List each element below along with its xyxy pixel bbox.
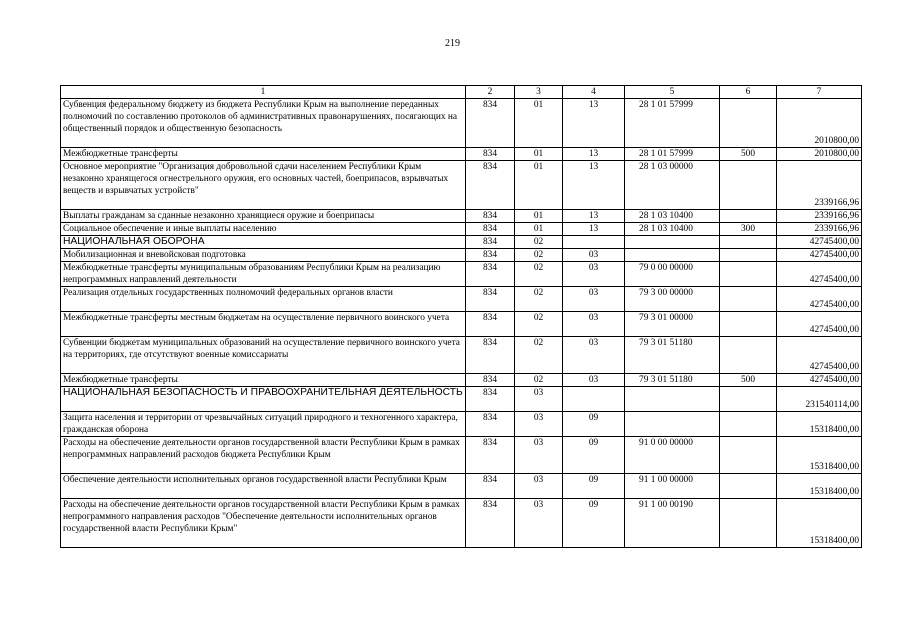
section-code-cell: 02 [515,337,563,374]
table-row [61,387,862,412]
target-code-cell: 91 1 00 00190 [625,499,720,548]
row-name-cell: Межбюджетные трансферты муниципальным образованиям Республики Крым на реализацию непрограммных направлений деятельности [61,262,466,287]
subsection-code-cell: 13 [563,148,625,161]
table-row [61,161,862,210]
target-code-cell: 28 1 03 10400 [625,223,720,236]
section-code-cell: 01 [515,99,563,148]
section-code-cell: 02 [515,312,563,337]
expense-type-cell [720,99,777,148]
section-code-cell: 01 [515,210,563,223]
table-row [61,236,862,249]
admin-code-cell: 834 [466,412,515,437]
expense-type-cell [720,337,777,374]
subsection-code-cell: 03 [563,249,625,262]
row-name-cell: Межбюджетные трансферты [61,374,466,387]
amount-cell: 42745400,00 [777,337,862,374]
expense-type-cell [720,287,777,312]
budget-table [60,85,862,548]
target-code-cell: 79 3 01 51180 [625,337,720,374]
expense-type-cell [720,236,777,249]
section-code-cell: 02 [515,249,563,262]
expense-type-cell [720,499,777,548]
table-row [61,437,862,474]
column-header: 3 [515,86,563,99]
column-header: 6 [720,86,777,99]
target-code-cell: 79 3 00 00000 [625,287,720,312]
amount-cell: 231540114,00 [777,387,862,412]
admin-code-cell: 834 [466,374,515,387]
amount-cell: 42745400,00 [777,312,862,337]
table-row [61,312,862,337]
row-name-cell: Субвенции бюджетам муниципальных образований на осуществление первичного воинского учета на территориях, где отсутствуют военные комиссариаты [61,337,466,374]
table-row [61,287,862,312]
target-code-cell: 79 3 01 00000 [625,312,720,337]
page-number: 219 [445,38,460,49]
header-row [61,86,862,99]
table-row [61,210,862,223]
subsection-code-cell [563,387,625,412]
admin-code-cell: 834 [466,437,515,474]
admin-code-cell: 834 [466,312,515,337]
amount-cell: 42745400,00 [777,262,862,287]
amount-cell: 42745400,00 [777,236,862,249]
expense-type-cell: 500 [720,374,777,387]
admin-code-cell: 834 [466,337,515,374]
target-code-cell [625,387,720,412]
expense-type-cell [720,312,777,337]
subsection-code-cell: 09 [563,499,625,548]
expense-type-cell: 300 [720,223,777,236]
row-name-cell: Межбюджетные трансферты местным бюджетам на осуществление первичного воинского учета [61,312,466,337]
section-code-cell: 03 [515,499,563,548]
table-row [61,148,862,161]
target-code-cell: 28 1 01 57999 [625,99,720,148]
expense-type-cell [720,437,777,474]
column-header: 7 [777,86,862,99]
target-code-cell: 28 1 01 57999 [625,148,720,161]
row-name-cell: Реализация отдельных государственных полномочий федеральных органов власти [61,287,466,312]
section-code-cell: 01 [515,223,563,236]
row-name-cell: Межбюджетные трансферты [61,148,466,161]
subsection-code-cell [563,236,625,249]
amount-cell: 15318400,00 [777,412,862,437]
expense-type-cell [720,262,777,287]
table-row [61,249,862,262]
column-header: 2 [466,86,515,99]
column-header: 1 [61,86,466,99]
admin-code-cell: 834 [466,499,515,548]
target-code-cell: 28 1 03 10400 [625,210,720,223]
amount-cell: 42745400,00 [777,374,862,387]
admin-code-cell: 834 [466,161,515,210]
amount-cell: 2339166,96 [777,161,862,210]
admin-code-cell: 834 [466,474,515,499]
section-code-cell: 03 [515,387,563,412]
row-name-cell: Расходы на обеспечение деятельности органов государственной власти Республики Крым в рамках непрограммных направлений расходов бюджета Республики Крым [61,437,466,474]
amount-cell: 2339166,96 [777,223,862,236]
target-code-cell [625,249,720,262]
amount-cell: 2010800,00 [777,99,862,148]
expense-type-cell [720,474,777,499]
expense-type-cell [720,249,777,262]
subsection-code-cell: 03 [563,262,625,287]
section-code-cell: 02 [515,262,563,287]
subsection-code-cell: 03 [563,287,625,312]
row-name-cell: Социальное обеспечение и иные выплаты населению [61,223,466,236]
amount-cell: 42745400,00 [777,249,862,262]
amount-cell: 15318400,00 [777,474,862,499]
section-code-cell: 02 [515,236,563,249]
target-code-cell: 79 3 01 51180 [625,374,720,387]
expense-type-cell [720,387,777,412]
section-code-cell: 02 [515,287,563,312]
amount-cell: 2010800,00 [777,148,862,161]
admin-code-cell: 834 [466,387,515,412]
expense-type-cell [720,412,777,437]
subsection-code-cell: 03 [563,374,625,387]
admin-code-cell: 834 [466,223,515,236]
row-name-cell: Выплаты гражданам за сданные незаконно хранящиеся оружие и боеприпасы [61,210,466,223]
section-code-cell: 02 [515,374,563,387]
column-header: 5 [625,86,720,99]
amount-cell: 15318400,00 [777,437,862,474]
subsection-code-cell: 03 [563,337,625,374]
expense-type-cell: 500 [720,148,777,161]
target-code-cell [625,412,720,437]
row-name-cell: Субвенция федеральному бюджету из бюджета Республики Крым на выполнение переданных полномочий по составлению протоколов об административных правонарушениях, посягающих на общественный порядок и общественную безопасность [61,99,466,148]
section-code-cell: 03 [515,412,563,437]
row-name-cell: НАЦИОНАЛЬНАЯ БЕЗОПАСНОСТЬ И ПРАВООХРАНИТЕЛЬНАЯ ДЕЯТЕЛЬНОСТЬ [61,387,466,412]
subsection-code-cell: 09 [563,474,625,499]
section-code-cell: 03 [515,437,563,474]
amount-cell: 42745400,00 [777,287,862,312]
admin-code-cell: 834 [466,287,515,312]
target-code-cell: 28 1 03 00000 [625,161,720,210]
admin-code-cell: 834 [466,262,515,287]
expense-type-cell [720,161,777,210]
admin-code-cell: 834 [466,210,515,223]
target-code-cell: 79 0 00 00000 [625,262,720,287]
table-row [61,474,862,499]
subsection-code-cell: 09 [563,412,625,437]
section-code-cell: 01 [515,148,563,161]
amount-cell: 2339166,96 [777,210,862,223]
row-name-cell: Мобилизационная и вневойсковая подготовка [61,249,466,262]
target-code-cell: 91 0 00 00000 [625,437,720,474]
subsection-code-cell: 13 [563,210,625,223]
table-row [61,223,862,236]
admin-code-cell: 834 [466,99,515,148]
target-code-cell: 91 1 00 00000 [625,474,720,499]
section-code-cell: 03 [515,474,563,499]
table-row [61,337,862,374]
subsection-code-cell: 13 [563,223,625,236]
row-name-cell: НАЦИОНАЛЬНАЯ ОБОРОНА [61,236,466,249]
table-row [61,99,862,148]
table-row [61,374,862,387]
amount-cell: 15318400,00 [777,499,862,548]
subsection-code-cell: 13 [563,161,625,210]
row-name-cell: Основное мероприятие "Организация добровольной сдачи населением Республики Крым незаконно хранящегося огнестрельного оружия, его основных частей, боеприпасов, взрывчатых веществ и взрывчатых устройств" [61,161,466,210]
target-code-cell [625,236,720,249]
section-code-cell: 01 [515,161,563,210]
row-name-cell: Защита населения и территории от чрезвычайных ситуаций природного и техногенного характера, гражданская оборона [61,412,466,437]
column-header: 4 [563,86,625,99]
subsection-code-cell: 13 [563,99,625,148]
table-row [61,262,862,287]
table-row [61,499,862,548]
admin-code-cell: 834 [466,148,515,161]
admin-code-cell: 834 [466,249,515,262]
subsection-code-cell: 03 [563,312,625,337]
row-name-cell: Обеспечение деятельности исполнительных органов государственной власти Республики Крым [61,474,466,499]
subsection-code-cell: 09 [563,437,625,474]
admin-code-cell: 834 [466,236,515,249]
expense-type-cell [720,210,777,223]
row-name-cell: Расходы на обеспечение деятельности органов государственной власти Республики Крым в рамках непрограммного направления расходов "Обеспечение деятельности исполнительных органов государственной власти Республики Крым" [61,499,466,548]
table-row [61,412,862,437]
